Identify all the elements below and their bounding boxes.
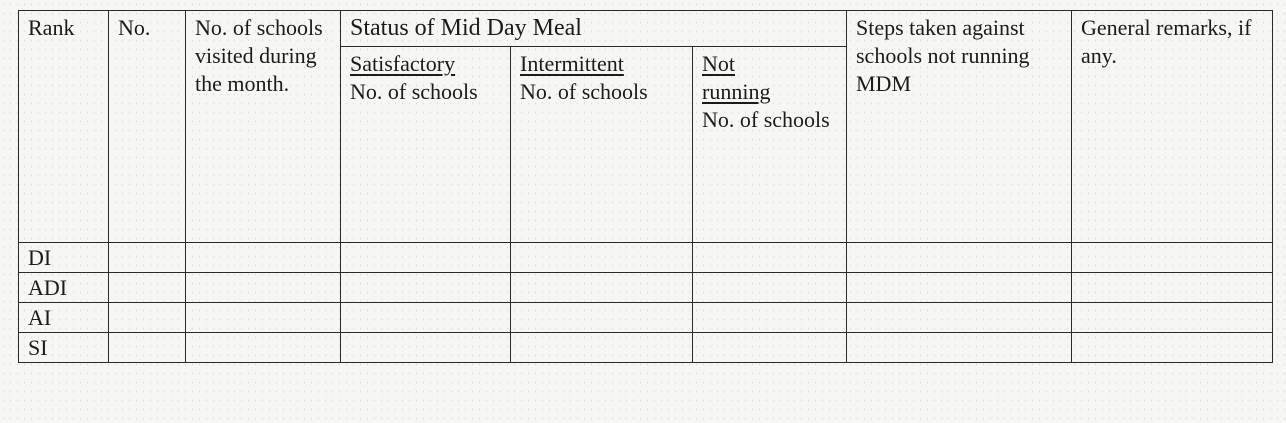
row-rank-cell: DI — [19, 243, 109, 273]
not-running-title-line1: Not — [702, 51, 735, 76]
row-visited-cell[interactable] — [186, 243, 341, 273]
header-satisfactory — [341, 47, 511, 243]
table-row — [19, 273, 1273, 303]
row-steps-cell[interactable] — [847, 303, 1072, 333]
row-no-cell[interactable] — [109, 273, 186, 303]
satisfactory-title: Satisfactory — [350, 51, 456, 76]
row-intermittent-cell[interactable] — [511, 303, 693, 333]
row-visited-cell[interactable] — [186, 303, 341, 333]
row-not-running-cell[interactable] — [693, 303, 847, 333]
row-rank-cell: SI — [19, 333, 109, 363]
row-intermittent-cell[interactable] — [511, 243, 693, 273]
row-steps-cell[interactable] — [847, 273, 1072, 303]
table-row — [19, 333, 1273, 363]
row-not-running-cell[interactable] — [693, 273, 847, 303]
row-intermittent-cell[interactable] — [511, 333, 693, 363]
row-remarks-cell[interactable] — [1072, 243, 1273, 273]
row-not-running-cell[interactable] — [693, 243, 847, 273]
row-no-cell[interactable] — [109, 303, 186, 333]
header-row-top — [19, 11, 1273, 47]
satisfactory-subtitle: No. of schools — [350, 79, 478, 104]
header-no: No. — [109, 11, 186, 243]
row-satisfactory-cell[interactable] — [341, 243, 511, 273]
table-row — [19, 243, 1273, 273]
row-remarks-cell[interactable] — [1072, 273, 1273, 303]
header-status-of-mid-day-meal: Status of Mid Day Meal — [341, 11, 847, 47]
row-no-cell[interactable] — [109, 243, 186, 273]
table-row — [19, 303, 1273, 333]
row-satisfactory-cell[interactable] — [341, 273, 511, 303]
mid-day-meal-status-table — [18, 10, 1273, 363]
row-remarks-cell[interactable] — [1072, 333, 1273, 363]
row-not-running-cell[interactable] — [693, 333, 847, 363]
row-remarks-cell[interactable] — [1072, 303, 1273, 333]
row-no-cell[interactable] — [109, 333, 186, 363]
header-not-running — [693, 47, 847, 243]
row-visited-cell[interactable] — [186, 273, 341, 303]
header-rank: Rank — [19, 11, 109, 243]
row-satisfactory-cell[interactable] — [341, 333, 511, 363]
row-steps-cell[interactable] — [847, 243, 1072, 273]
header-general-remarks: General remarks, if any. — [1072, 11, 1273, 243]
row-rank-cell: AI — [19, 303, 109, 333]
header-steps-taken: Steps taken against schools not running MDM — [847, 11, 1072, 243]
not-running-title-line2: running — [702, 79, 771, 104]
not-running-subtitle: No. of schools — [702, 107, 830, 132]
intermittent-title: Intermittent — [520, 51, 624, 76]
row-satisfactory-cell[interactable] — [341, 303, 511, 333]
row-rank-cell: ADI — [19, 273, 109, 303]
intermittent-subtitle: No. of schools — [520, 79, 648, 104]
row-visited-cell[interactable] — [186, 333, 341, 363]
header-schools-visited: No. of schools visited during the month. — [186, 11, 341, 243]
header-intermittent — [511, 47, 693, 243]
row-intermittent-cell[interactable] — [511, 273, 693, 303]
row-steps-cell[interactable] — [847, 333, 1072, 363]
